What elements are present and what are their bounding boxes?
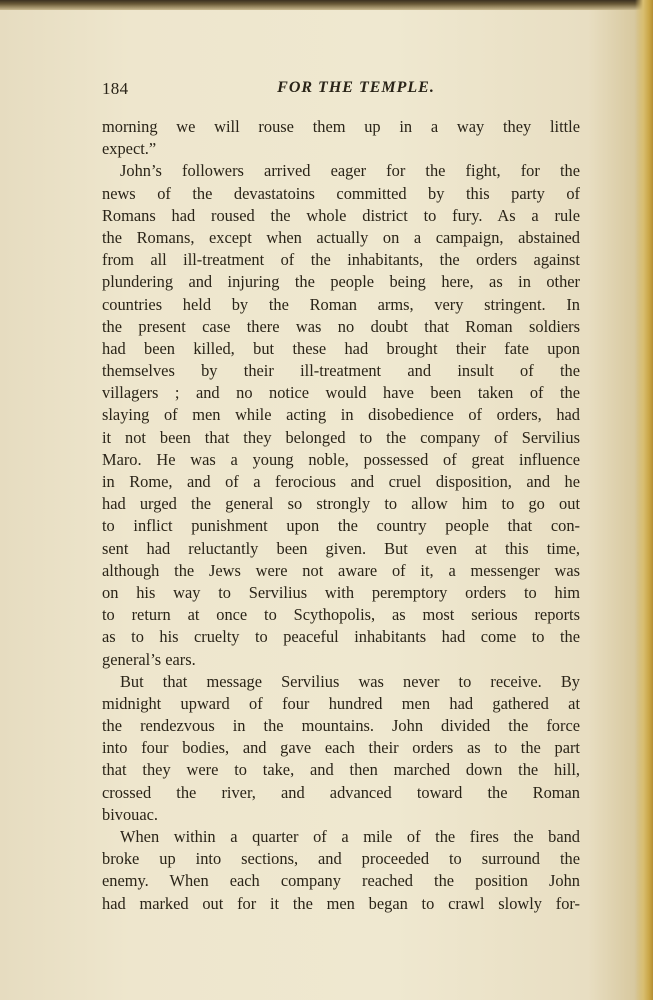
- text-line: enemy. When each company reached the position John: [102, 871, 580, 891]
- text-line: from all ill-treatment of the inhabitants, the orders against: [102, 250, 580, 270]
- text-line: villagers ; and no notice would have been taken of the: [102, 383, 580, 403]
- page-right-edge: [635, 0, 653, 1000]
- text-line: it not been that they belonged to the company of Servilius: [102, 427, 580, 447]
- text-line: slaying of men while acting in disobedience of orders, had: [102, 405, 580, 425]
- page-number: 184: [102, 79, 129, 98]
- text-line: morning we will rouse them up in a way they little: [102, 117, 580, 136]
- text-line: had urged the general so strongly to allow him to go out: [102, 494, 580, 514]
- body-text: [102, 116, 580, 915]
- text-line: plundering and injuring the people being here, as in other: [102, 272, 580, 292]
- page-top-edge: [0, 0, 653, 10]
- text-line: expect.”: [102, 139, 157, 159]
- text-line: on his way to Servilius with peremptory orders to him: [102, 582, 580, 602]
- text-line: the rendezvous in the mountains. John divided the force: [102, 716, 580, 736]
- text-line: crossed the river, and advanced toward the Roman: [102, 782, 580, 802]
- text-line: broke up into sections, and proceeded to surround the: [102, 849, 580, 869]
- text-line: the present case there was no doubt that Roman soldiers: [102, 316, 580, 336]
- text-line: news of the devastatoins committed by this party of: [102, 183, 580, 203]
- text-line: But that message Servilius was never to receive. By: [120, 671, 580, 691]
- text-line: that they were to take, and then marched down the hill,: [102, 760, 580, 780]
- text-line: countries held by the Roman arms, very stringent. In: [102, 294, 580, 314]
- text-line: John’s followers arrived eager for the fight, for the: [120, 161, 580, 181]
- text-line: Maro. He was a young noble, possessed of great influence: [102, 449, 580, 469]
- running-title: FOR THE TEMPLE.: [277, 79, 435, 96]
- page-header: [102, 79, 580, 103]
- text-line: to return at once to Scythopolis, as most serious reports: [102, 605, 580, 625]
- text-line: sent had reluctantly been given. But even at this time,: [102, 538, 580, 558]
- text-line: bivouac.: [102, 804, 158, 824]
- text-line: the Romans, except when actually on a campaign, abstained: [102, 227, 580, 247]
- text-line: had marked out for it the men began to crawl slowly for-: [102, 893, 580, 913]
- text-line: Romans had roused the whole district to fury. As a rule: [102, 205, 580, 225]
- text-line: although the Jews were not aware of it, a messenger was: [102, 560, 580, 580]
- text-line: When within a quarter of a mile of the fires the band: [120, 827, 580, 846]
- text-line: had been killed, but these had brought their fate upon: [102, 338, 580, 358]
- text-line: in Rome, and of a ferocious and cruel disposition, and he: [102, 472, 580, 491]
- text-line: into four bodies, and gave each their orders as to the part: [102, 738, 580, 758]
- text-line: general’s ears.: [102, 649, 196, 669]
- text-line: as to his cruelty to peaceful inhabitants had come to the: [102, 627, 580, 647]
- text-line: to inflict punishment upon the country people that con-: [102, 516, 580, 536]
- text-line: themselves by their ill-treatment and insult of the: [102, 361, 580, 381]
- text-line: midnight upward of four hundred men had gathered at: [102, 693, 580, 713]
